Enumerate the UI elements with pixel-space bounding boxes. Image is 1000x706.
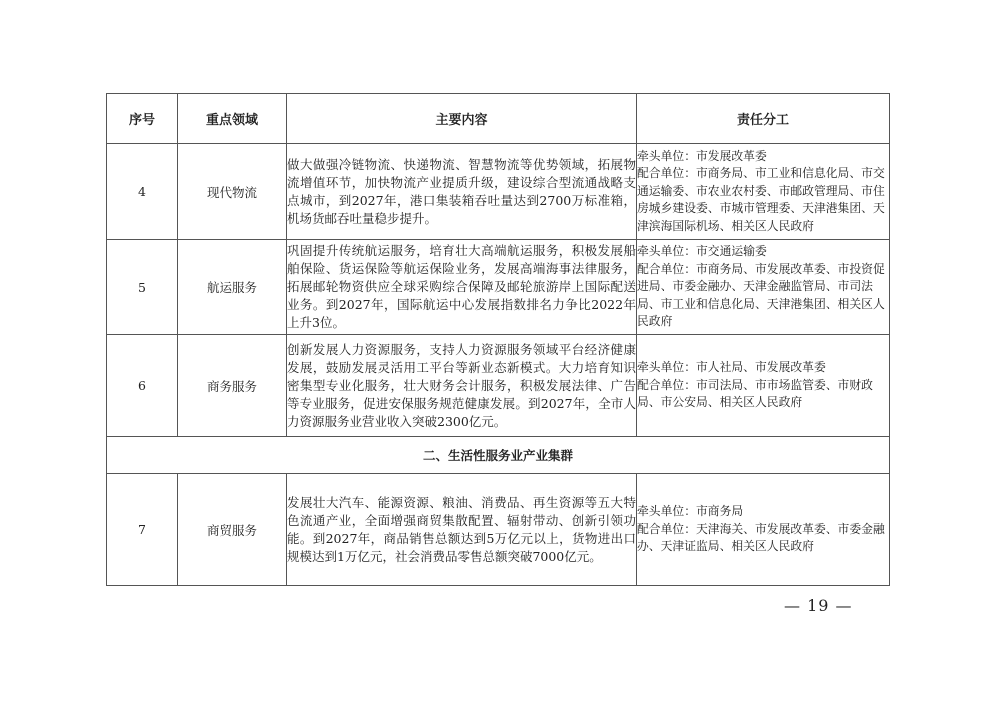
row-num: 4 bbox=[107, 144, 178, 240]
row-duty bbox=[637, 144, 890, 240]
section-row bbox=[107, 437, 890, 474]
row-area: 商贸服务 bbox=[178, 474, 287, 586]
lead-unit: 牵头单位：市商务局 bbox=[637, 504, 744, 519]
lead-unit: 牵头单位：市交通运输委 bbox=[637, 244, 767, 259]
header-num: 序号 bbox=[107, 94, 178, 144]
table-row bbox=[107, 144, 890, 240]
coop-units: 配合单位：市商务局、市工业和信息化局、市交通运输委、市农业农村委、市邮政管理局、市住房城乡建设委、市城市管理委、天津港集团、天津滨海国际机场、相关区人民政府 bbox=[637, 166, 885, 233]
row-num: 6 bbox=[107, 335, 178, 437]
coop-units: 配合单位：天津海关、市发展改革委、市委金融办、天津证监局、相关区人民政府 bbox=[637, 521, 885, 554]
row-duty bbox=[637, 474, 890, 586]
responsibility-table bbox=[106, 93, 890, 586]
header-content: 主要内容 bbox=[287, 94, 637, 144]
table-row bbox=[107, 335, 890, 437]
lead-unit: 牵头单位：市发展改革委 bbox=[637, 148, 767, 163]
table-row bbox=[107, 474, 890, 586]
page-number: — 19 — bbox=[784, 596, 853, 615]
coop-units: 配合单位：市司法局、市市场监管委、市财政局、市公安局、相关区人民政府 bbox=[637, 377, 873, 410]
row-content: 创新发展人力资源服务，支持人力资源服务领域平台经济健康发展，鼓励发展灵活用工平台等新业态新模式。大力培育知识密集型专业化服务，壮大财务会计服务，积极发展法律、广告等专业服务，促进安保服务规范健康发展。到2027年，全市人力资源服务业营业收入突破2300亿元。 bbox=[287, 335, 637, 437]
lead-unit: 牵头单位：市人社局、市发展改革委 bbox=[637, 360, 826, 375]
row-num: 5 bbox=[107, 240, 178, 335]
row-area: 商务服务 bbox=[178, 335, 287, 437]
row-content: 做大做强冷链物流、快递物流、智慧物流等优势领域，拓展物流增值环节，加快物流产业提质升级，建设综合型流通战略支点城市，到2027年，港口集装箱吞吐量达到2700万标准箱，机场货邮吞吐量稳步提升。 bbox=[287, 144, 637, 240]
section-title: 二、生活性服务业产业集群 bbox=[107, 437, 890, 474]
row-duty bbox=[637, 240, 890, 335]
row-area: 航运服务 bbox=[178, 240, 287, 335]
table-row bbox=[107, 240, 890, 335]
row-num: 7 bbox=[107, 474, 178, 586]
header-area: 重点领域 bbox=[178, 94, 287, 144]
header-row bbox=[107, 94, 890, 144]
row-duty bbox=[637, 335, 890, 437]
row-content: 发展壮大汽车、能源资源、粮油、消费品、再生资源等五大特色流通产业，全面增强商贸集散配置、辐射带动、创新引领功能。到2027年，商品销售总额达到5万亿元以上，货物进出口规模达到1万亿元，社会消费品零售总额突破7000亿元。 bbox=[287, 474, 637, 586]
coop-units: 配合单位：市商务局、市发展改革委、市投资促进局、市委金融办、天津金融监管局、市司法局、市工业和信息化局、天津港集团、相关区人民政府 bbox=[637, 261, 885, 329]
row-area: 现代物流 bbox=[178, 144, 287, 240]
row-content: 巩固提升传统航运服务，培育壮大高端航运服务，积极发展船舶保险、货运保险等航运保险业务，发展高端海事法律服务，拓展邮轮物资供应全球采购综合保障及邮轮旅游岸上国际配送业务。到2027年，国际航运中心发展指数排名力争比2022年上升3位。 bbox=[287, 240, 637, 335]
header-duty: 责任分工 bbox=[637, 94, 890, 144]
